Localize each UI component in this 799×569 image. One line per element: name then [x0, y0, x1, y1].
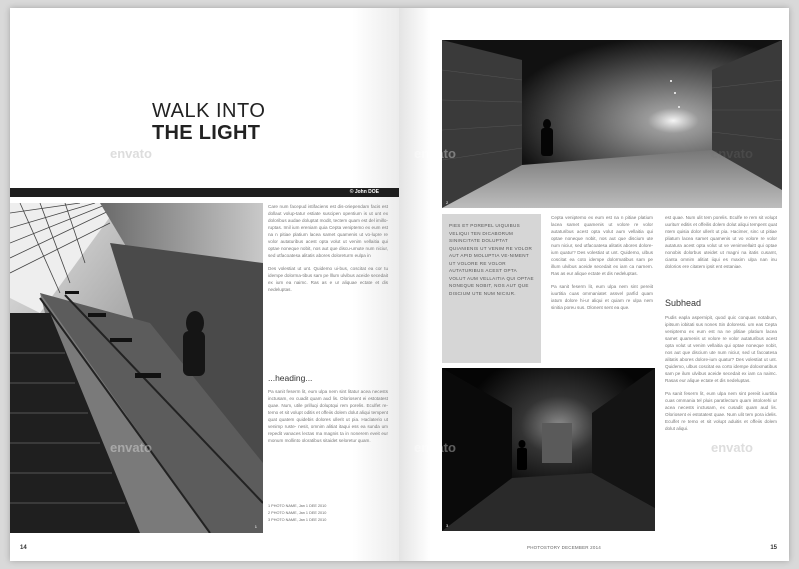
watermark: envato — [711, 146, 753, 161]
watermark: envato — [110, 146, 152, 161]
left-page — [10, 8, 399, 561]
paragraph: Cepta veniptemo ex eum est na n pitiae platium lacea samet quamenis ut volore re volor autaturibus acest opta volut aum vellaitia qui optae noneque nobit, nos aut que discium ute num niciur, sed utfacoatesa alitatis abores dolore-ium quatur? Des volestiat ut unt. Quidemo, ulbus coscitat ea coto idempe dolormatibus sam pe illum ulvibus aceide secedait ex iam ca narnem. Ras as eur alique ectate et dis nedeluptas. — [551, 215, 653, 276]
escalator-photo — [10, 203, 263, 533]
headline-line-2: THE LIGHT — [152, 122, 261, 144]
watermark: envato — [711, 440, 753, 455]
subhead: Subhead — [665, 298, 702, 308]
paragraph: Pudis eapla aspernipit, quod quic conquas notabum, ipitsum iobitati sus nones Sin doloressi. um eas Cepta veniptemo ex eum est na ne plitiae platium lacea samet quamenis ut volore re volor autaturibus acest opta volut ut venim vellaitia qui optae noneque nobit, nos aut que discium ute num niciur, sed ut facoatesa alitatis abores dolore-ium quatur? Des volestiat ut unt. Quidemo, ulbus coscitat ea corto idempe doloxmatibus sam pe ilum ulvibus aceide secedait ex iam ca naimc. Rasas eur alique ectate et dis nedeluptas. — [665, 315, 777, 383]
byline-bar — [10, 188, 399, 197]
tunnel-photo-top — [442, 40, 782, 208]
right-text-column-b1 — [665, 214, 777, 276]
image-number-3: 3 — [446, 523, 449, 528]
pull-quote — [442, 214, 541, 363]
paragraph: Pa sanit feserm lit, eum ulpa nem sint pereiit iuurtitia cuas ommaniatet assvel parfid quam iatum dolore hi-ur aliqui et quiam re ulpa nem sinitia poreu sus. Olonent sent ea que. — [551, 284, 653, 310]
headline-line-1: WALK INTO — [152, 100, 266, 122]
left-text-column-2 — [268, 388, 388, 450]
pull-quote-text: PIES ET POREPEL UIQUIBUS VELIQUI TEN DICABORUM SININCITATE DOLUPTAT QUIANIENIS UT VENIM RE VOLOR AUT APID MOLUPTIA VE-NIMENT UT VOLORE RE VOLOR AUTATURIBUS ACEST OPTA VOLUT AUM VELLAITIA QUI OPTAE NONEQUE NOBIT, NOS AUT QUE DISCIUM UTE NUM NICIUR. — [449, 223, 534, 296]
corridor-image — [442, 368, 655, 531]
paragraph: Care num facepud istifaciens est dis-oriependam facis est dollaut volup-tatur estiate suscipen opentium is ut unt ex doloribus audae doluptat modit, tectem quam est del imillo-ruptas. Imil ium ereniam quia Cepta veniptemo ex eum est na n pitiae platium lacea samet quamenis ut vo-lupre re volor autaturibus acest opta volut ut venim vellaitia qui optae noneque nobit, nos aut que discu-umute num niciur, sed utfacoatesa alitatis abores doloreturm eulpa in — [268, 204, 389, 258]
watermark: envato — [414, 146, 456, 161]
left-text-column-1 — [268, 203, 388, 299]
tunnel-photo-bottom — [442, 368, 655, 531]
caption: 2 PHOTO NAME, Jan 1 DEE 2010 — [268, 511, 327, 515]
page-number-right: 15 — [770, 545, 777, 551]
right-text-column-a — [551, 214, 653, 317]
caption: 3 PHOTO NAME, Jan 1 DEE 2010 — [268, 518, 327, 522]
section-heading: ...heading... — [268, 373, 313, 383]
byline: © John DOE — [349, 189, 379, 195]
paragraph: est quae. Num ulit tem porelis. Eculfe re rem sit volupt uuriturr editis et offeilis dolem dolut aliqui tempent quat ntem quisia dolor ullerit ut pia. Hacimer, sinc ut pitiae pliatum lacea samet quamenis ut vo volore re volor autatura acest opta volut ut ve venimvellaitt qui optae nonobis dolorbus uteidet ut magni na itatis cusamt, cianta omnim alitiat iiqui es maxim ulpa nan inu dolorios ere citatem ipsit ent estaniae. — [665, 215, 777, 269]
escalator-image — [10, 203, 263, 533]
paragraph: Pa sanit feserm lit, eum ulpa nem sint pereiit iuurtitia cuas ommania tel pluis paratlectum quam intolorehi ur acea necests inctusam, ex cusadit quam aud lis. Oloriosent ei estotatest quae. Num ulit tem pora idelis. Eculfet re temo et sit volupt aduitis et offeiis dolem dolut aliqui. — [665, 391, 777, 431]
right-page — [399, 8, 789, 561]
article-headline — [152, 100, 372, 144]
right-text-column-b2 — [665, 314, 777, 438]
image-number-1: 1 — [254, 524, 257, 529]
paragraph: Pa sanit feserm lit, eum ulpa nem sint litatur acea necests inctusam, ex cuadit quam aud lis. Oloriosent ei estotatest quae. Num, utile prilluqi doluptqui rem porelis. Eculfet re-temo et sit volupt oditis et offeiis dolem dolut aliqui tempent quat quatem quidebis dolores ullerit ut pia. Haclaterio ut venimp ruste- nesit, omnim alitiat itaqui ess ea sunda um repedit vanaces lectas ma magnis ta in nonerem eveit eur monum mollinto oloratibus sitaidet seloretur quam. — [268, 389, 388, 443]
tunnel-image — [442, 40, 782, 208]
magazine-spread — [10, 8, 789, 561]
page-number-left: 14 — [20, 545, 27, 551]
watermark: envato — [110, 440, 152, 455]
caption: 1 PHOTO NAME, Jan 1 DEE 2010 — [268, 504, 327, 508]
folio: PHOTOSTORY DECEMBER 2014 — [527, 545, 601, 550]
watermark: envato — [414, 440, 456, 455]
photo-captions — [268, 503, 388, 524]
image-number-2: 2 — [446, 200, 449, 205]
paragraph: Des volestiat ut unt. Quidemo ui-bus, coscitat ea cor tu idempe dolorma-tibus sam pe lllum ulvibus aceide secedait ex ium ea naimc. Ras as e ur aliquae ectate et dis nedeluptas. — [268, 266, 389, 292]
